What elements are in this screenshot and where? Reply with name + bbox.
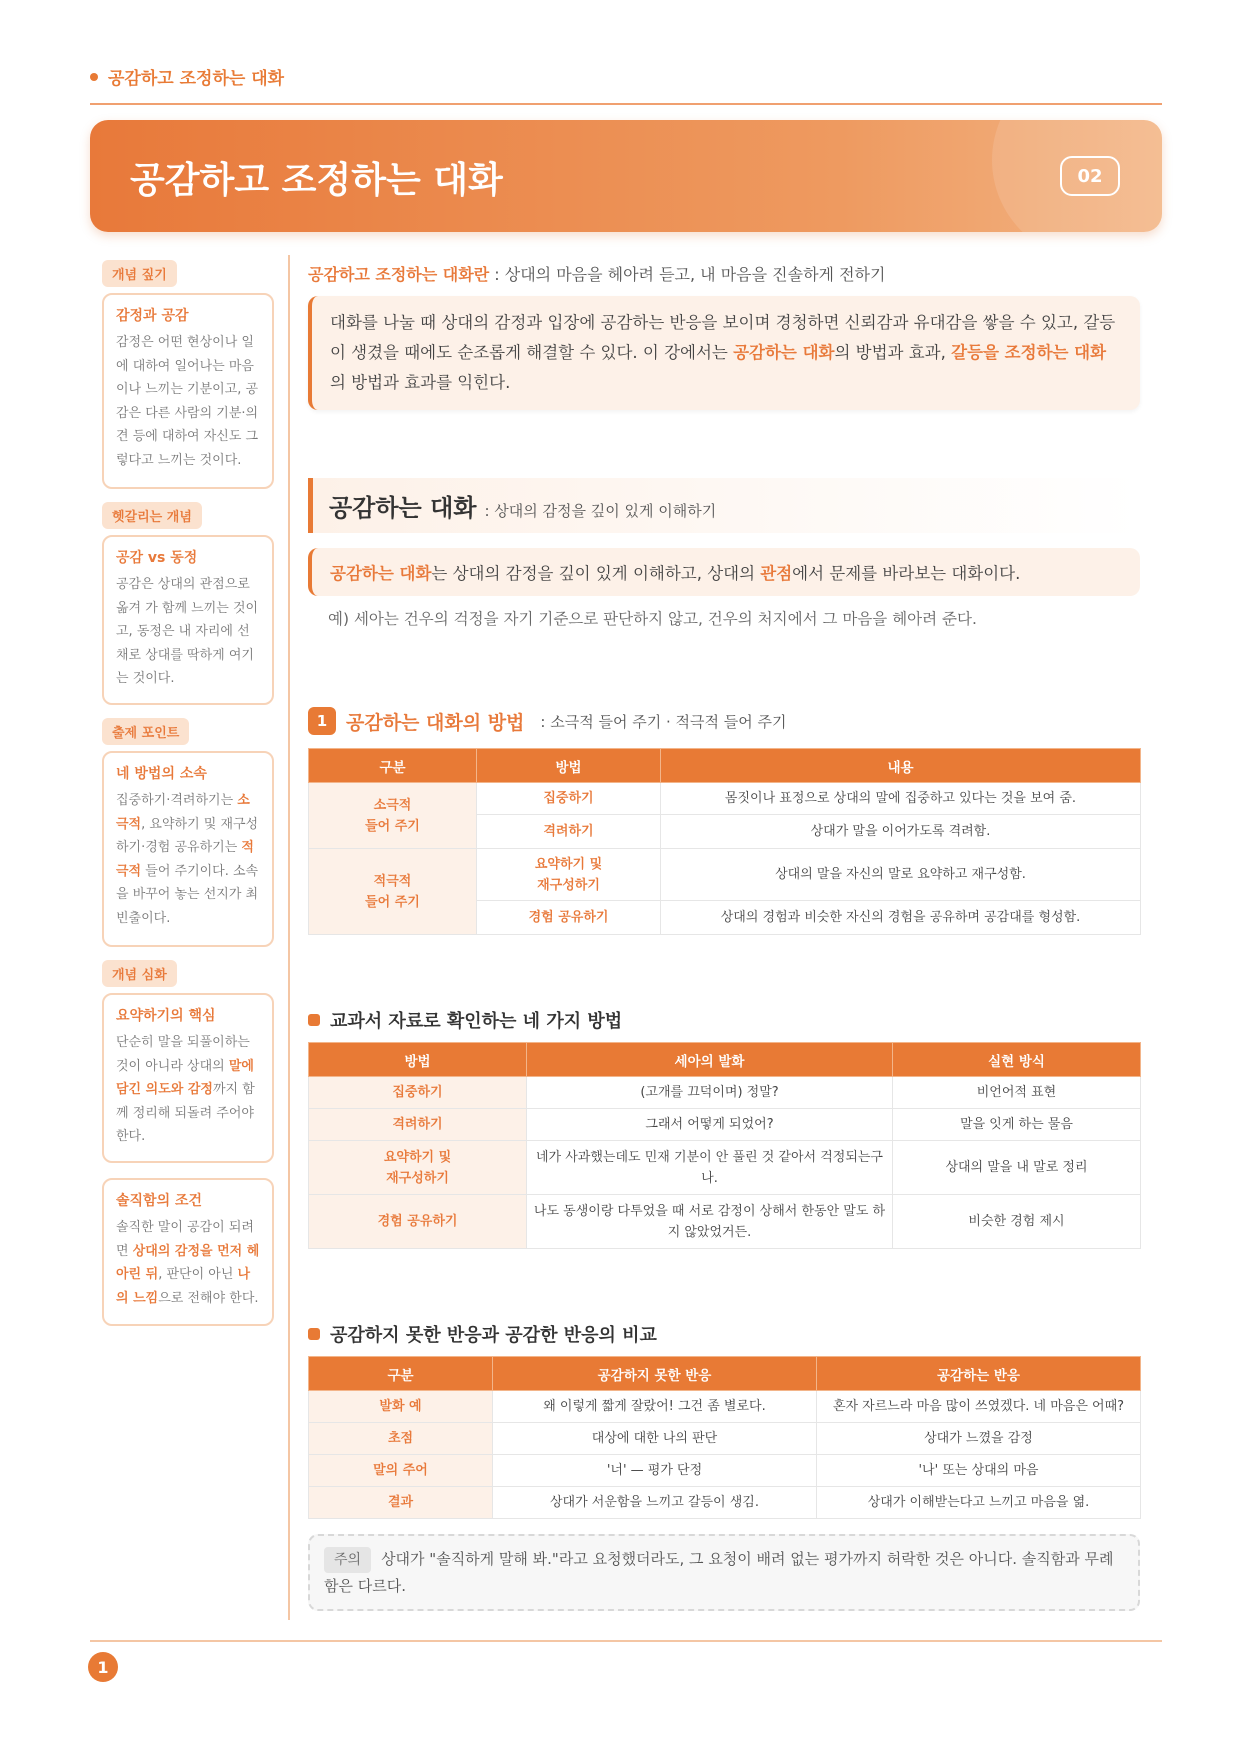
title-banner <box>90 120 1162 232</box>
compare-table <box>308 1356 1140 1519</box>
table-row: 집중하기 (고개를 끄덕이며) 정말? 비언어적 표현 <box>309 1077 1141 1109</box>
table-row: 말의 주어 '너' — 평가 단정 '나' 또는 상대의 마음 <box>309 1455 1141 1487</box>
sidebar-tag: 개념 심화 <box>102 960 177 987</box>
sidebar-tag: 헷갈리는 개념 <box>102 502 202 529</box>
definition-box: 공감하는 대화는 상대의 감정을 깊이 있게 이해하고, 상대의 관점에서 문제를 바라보는 대화이다. <box>308 548 1140 596</box>
sidebar-heading: 공감 vs 동정 <box>116 550 198 566</box>
sidebar-body: 감정은 어떤 현상이나 일에 대하여 일어나는 마음이나 느끼는 기분이고, 공감은 다른 사람의 기분·의견 등에 대하여 자신도 그렇다고 느끼는 것이다. <box>116 335 259 468</box>
page-title: 공감하고 조정하는 대화 <box>130 160 503 201</box>
textbook-table <box>308 1042 1140 1249</box>
square-bullet-icon <box>308 1328 320 1340</box>
table-row: 요약하기 및 재구성하기 네가 사과했는데도 민재 기분이 안 풀린 것 같아서 걱정되는구나. 상대의 말을 내 말로 정리 <box>309 1141 1141 1195</box>
square-bullet-icon <box>308 1014 320 1026</box>
table-row: 결과 상대가 서운함을 느끼고 갈등이 생김. 상대가 이해받는다고 느끼고 마음을 엶. <box>309 1487 1141 1519</box>
sidebar-body: 단순히 말을 되풀이하는 것이 아니라 상대의 말에 담긴 의도와 감정까지 함께 정리해 되돌려 주어야 한다. <box>116 1035 255 1144</box>
number-badge: 1 <box>308 707 336 735</box>
table-row: 발화 예 왜 이렇게 짧게 잘랐어! 그건 좀 별로다. 혼자 자르느라 마음 많이 쓰였겠다. 네 마음은 어때? <box>309 1391 1141 1423</box>
page-number: 1 <box>88 1652 118 1682</box>
sidebar-card-5 <box>102 1172 274 1326</box>
sidebar-card-3 <box>102 718 274 947</box>
table-row: 소극적 들어 주기 집중하기 몸짓이나 표정으로 상대의 말에 집중하고 있다는 것을 보여 줌. <box>309 783 1141 815</box>
sidebar-box <box>102 293 274 489</box>
sidebar-heading: 감정과 공감 <box>116 308 189 324</box>
intro-lead <box>308 262 1140 285</box>
table-row: 적극적 들어 주기 요약하기 및 재구성하기 상대의 말을 자신의 말로 요약하고 재구성함. <box>309 849 1141 901</box>
sidebar-card-2 <box>102 502 274 705</box>
caution-label: 주의 <box>324 1547 371 1573</box>
sidebar-card-1 <box>102 260 274 489</box>
table-row: 경험 공유하기 상대의 경험과 비슷한 자신의 경험을 공유하며 공감대를 형성함. <box>309 901 1141 935</box>
compare-heading: 공감하지 못한 반응과 공감한 반응의 비교 <box>308 1321 1140 1347</box>
table-row: 초점 대상에 대한 나의 판단 상대가 느꼈을 감정 <box>309 1423 1141 1455</box>
method-title: 공감하는 대화의 방법 <box>346 711 525 734</box>
sidebar-body: 집중하기·격려하기는 소극적, 요약하기 및 재구성하기·경험 공유하기는 적극적 들어 주기이다. 소속을 바꾸어 놓는 선지가 최빈출이다. <box>116 793 259 926</box>
sidebar-tag: 개념 짚기 <box>102 260 177 287</box>
sidebar-heading: 요약하기의 핵심 <box>116 1008 216 1024</box>
sidebar-box <box>102 535 274 705</box>
table-row: 경험 공유하기 나도 동생이랑 다투었을 때 서로 감정이 상해서 한동안 말도 하지 않았었거든. 비슷한 경험 제시 <box>309 1195 1141 1249</box>
caution-text: 상대가 "솔직하게 말해 봐."라고 요청했더라도, 그 요청이 배려 없는 평가까지 허락한 것은 아니다. 솔직함과 무례함은 다르다. <box>324 1550 1114 1595</box>
table-header-row: 구분 공감하지 못한 반응 공감하는 반응 <box>309 1357 1141 1391</box>
lesson-number-badge: 02 <box>1060 156 1120 196</box>
section-heading <box>308 478 1140 533</box>
table-header-row: 구분 방법 내용 <box>309 749 1141 783</box>
section-title: 공감하는 대화 <box>329 494 477 522</box>
footer-divider <box>90 1640 1162 1642</box>
intro-box <box>308 296 1140 410</box>
table-row: 격려하기 그래서 어떻게 되었어? 말을 잇게 하는 물음 <box>309 1109 1141 1141</box>
caution-note <box>308 1534 1140 1611</box>
example-line: 예) 세아는 건우의 걱정을 자기 기준으로 판단하지 않고, 건우의 처지에서 그 마음을 헤아려 준다. <box>328 610 977 628</box>
running-header-title: 공감하고 조정하는 대화 <box>108 69 285 89</box>
table-row: 격려하기 상대가 말을 이어가도록 격려함. <box>309 815 1141 849</box>
column-divider <box>288 255 290 1620</box>
sidebar-heading: 네 방법의 소속 <box>116 766 207 782</box>
sidebar-body: 솔직한 말이 공감이 되려면 상대의 감정을 먼저 헤아린 뒤, 판단이 아닌 나의 느낌으로 전해야 한다. <box>116 1220 260 1306</box>
running-header <box>90 64 284 89</box>
sidebar-tag: 출제 포인트 <box>102 718 189 745</box>
textbook-heading: 교과서 자료로 확인하는 네 가지 방법 <box>308 1007 1140 1033</box>
header-divider <box>90 103 1162 105</box>
intro-line: 공감하고 조정하는 대화란 : 상대의 마음을 헤아려 듣고, 내 마음을 진솔하게 전하기 <box>308 265 886 284</box>
sidebar-body: 공감은 상대의 관점으로 옮겨 가 함께 느끼는 것이고, 동정은 내 자리에 선 채로 상대를 딱하게 여기는 것이다. <box>116 577 259 686</box>
method-table <box>308 748 1140 935</box>
method-heading <box>308 707 1140 735</box>
section-subtitle: : 상대의 감정을 깊이 있게 이해하기 <box>484 502 717 520</box>
method-subtitle: : 소극적 들어 주기 · 적극적 들어 주기 <box>540 712 787 731</box>
bullet-icon <box>90 73 98 81</box>
sidebar-card-4 <box>102 960 274 1163</box>
sidebar-box <box>102 751 274 947</box>
sidebar-box <box>102 993 274 1163</box>
sidebar-heading: 솔직함의 조건 <box>116 1193 203 1209</box>
sidebar-box <box>102 1178 274 1326</box>
intro-box-text: 대화를 나눌 때 상대의 감정과 입장에 공감하는 반응을 보이며 경청하면 신뢰감과 유대감을 쌓을 수 있고, 갈등이 생겼을 때에도 순조롭게 해결할 수 있다. 이 강에서는 공감하는 대화의 방법과 효과, 갈등을 조정하는 대화의 방법과 효과를 익힌다. <box>308 296 1140 410</box>
table-header-row: 방법 세아의 발화 실현 방식 <box>309 1043 1141 1077</box>
